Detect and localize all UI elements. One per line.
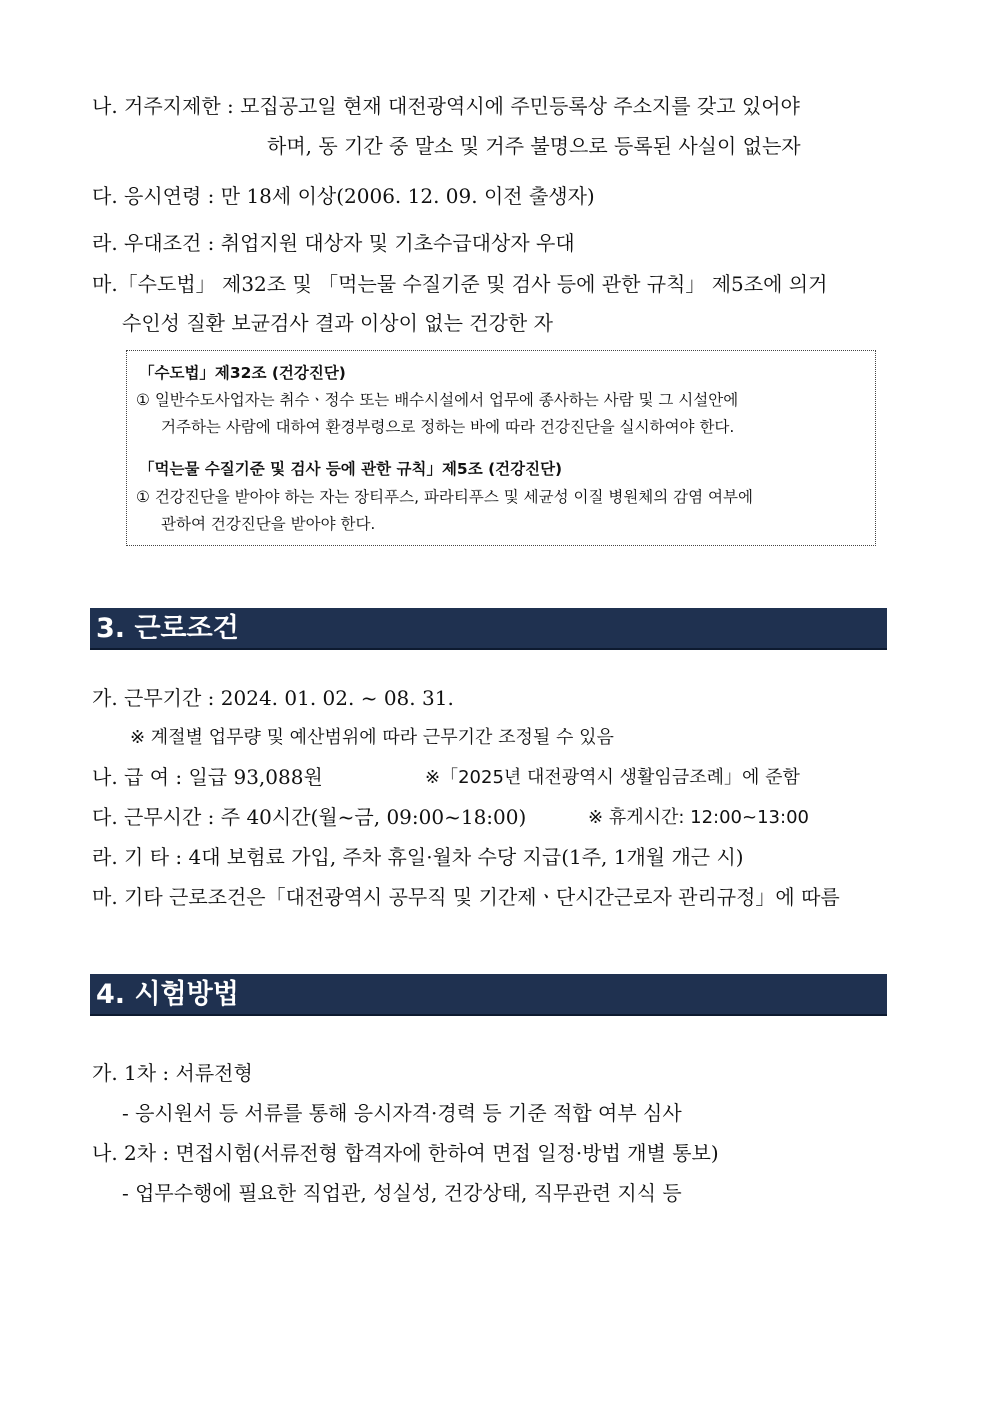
age-requirement: 다. 응시연령 : 만 18세 이상(2006. 12. 09. 이전 출생자) <box>92 184 595 208</box>
law1-title: 「수도법」제32조 (건강진단) <box>139 364 346 382</box>
law1-line2: 거주하는 사람에 대하여 환경부령으로 정하는 바에 따라 건강진단을 실시하여야 한다. <box>161 418 735 436</box>
other-benefits: 라. 기 타 : 4대 보험료 가입, 주차 휴일·월차 수당 지급(1주, 1개월 개근 시) <box>92 845 744 869</box>
work-period-note: ※ 계절별 업무량 및 예산범위에 따라 근무기간 조정될 수 있음 <box>130 727 614 748</box>
wage-note: ※「2025년 대전광역시 생활임금조례」에 준함 <box>425 767 800 788</box>
health-requirement-line2: 수인성 질환 보균검사 결과 이상이 없는 건강한 자 <box>122 311 553 335</box>
law-reference-box <box>126 350 876 546</box>
other-conditions: 마. 기타 근로조건은「대전광역시 공무직 및 기간제ㆍ단시간근로자 관리규정」에 따름 <box>92 885 840 909</box>
preference-condition: 라. 우대조건 : 취업지원 대상자 및 기초수급대상자 우대 <box>92 231 575 255</box>
exam-stage1: 가. 1차 : 서류전형 <box>92 1061 253 1085</box>
exam-stage2-detail: - 업무수행에 필요한 직업관, 성실성, 건강상태, 직무관련 지식 등 <box>122 1181 682 1205</box>
exam-stage2: 나. 2차 : 면접시험(서류전형 합격자에 한하여 면접 일정·방법 개별 통보) <box>92 1141 719 1165</box>
wage: 나. 급 여 : 일급 93,088원 <box>92 765 323 789</box>
law2-line2: 관하여 건강진단을 받아야 한다. <box>161 515 376 533</box>
law2-line1: ① 건강진단을 받아야 하는 자는 장티푸스, 파라티푸스 및 세균성 이질 병원체의 감염 여부에 <box>136 488 753 506</box>
residence-limit-line2: 하며, 동 기간 중 말소 및 거주 불명으로 등록된 사실이 없는자 <box>267 134 801 158</box>
health-requirement-line1: 마.「수도법」 제32조 및 「먹는물 수질기준 및 검사 등에 관한 규칙」 제5조에 의거 <box>92 272 828 296</box>
law2-title: 「먹는물 수질기준 및 검사 등에 관한 규칙」제5조 (건강진단) <box>139 460 563 478</box>
working-hours: 다. 근무시간 : 주 40시간(월~금, 09:00~18:00) <box>92 805 527 829</box>
law1-line1: ① 일반수도사업자는 취수ㆍ정수 또는 배수시설에서 업무에 종사하는 사람 및 그 시설안에 <box>136 391 739 409</box>
work-period: 가. 근무기간 : 2024. 01. 02. ~ 08. 31. <box>92 686 454 710</box>
break-time-note: ※ 휴게시간: 12:00~13:00 <box>588 807 809 828</box>
exam-stage1-detail: - 응시원서 등 서류를 통해 응시자격·경력 등 기준 적합 여부 심사 <box>122 1101 682 1125</box>
section-exam-method-header: 4. 시험방법 <box>90 974 887 1016</box>
section-working-conditions-header: 3. 근로조건 <box>90 608 887 650</box>
residence-limit-line1: 나. 거주지제한 : 모집공고일 현재 대전광역시에 주민등록상 주소지를 갖고 있어야 <box>92 94 800 118</box>
